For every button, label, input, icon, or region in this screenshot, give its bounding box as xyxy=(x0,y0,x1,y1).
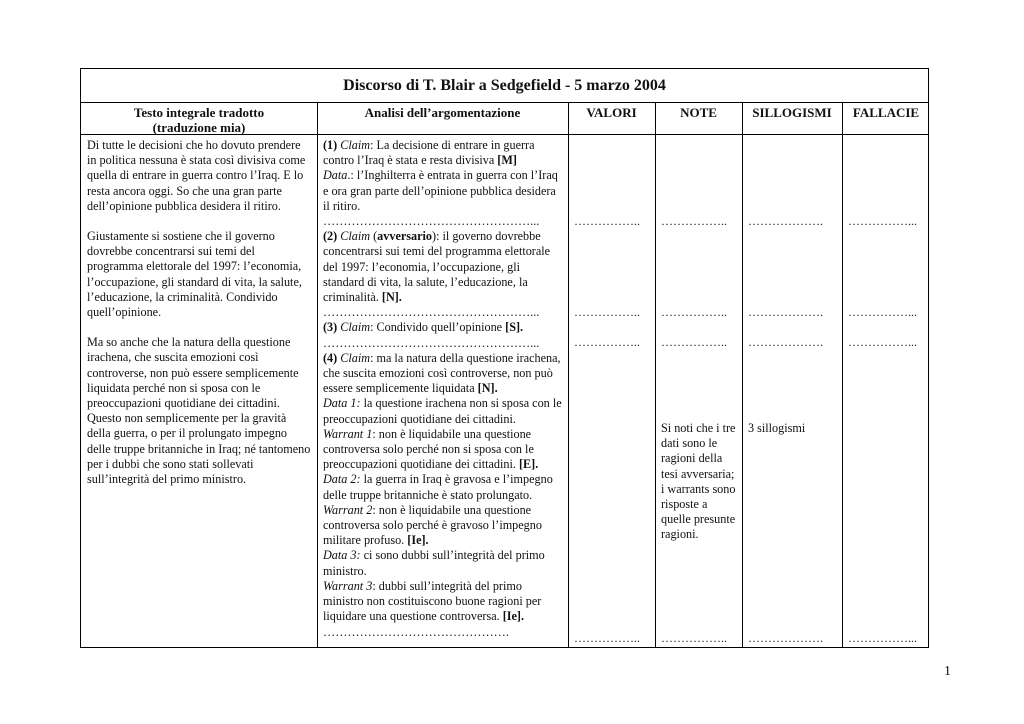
header-fallacie: FALLACIE xyxy=(852,105,920,120)
valori-dots: …………….. xyxy=(574,214,640,228)
header-note: NOTE xyxy=(680,105,717,120)
fallacie-dots: ……………... xyxy=(848,305,917,319)
dotted-separator: ……………………………………………... xyxy=(323,305,540,320)
valori-dots: …………….. xyxy=(574,305,640,319)
dotted-separator: ……………………………………………... xyxy=(323,214,540,229)
table-title: Discorso di T. Blair a Sedgefield - 5 marzo 2004 xyxy=(81,69,928,103)
argument-2: (2) Claim (avversario): il governo dovrebbe concentrarsi sui temi del programma elettorale del 1997: l’economia, l’occupazione, gli standard di vita, la salute, l’educazione, la criminalità. [N]. xyxy=(323,229,551,305)
note-dots: …………….. xyxy=(661,305,727,319)
testo-paragraph: Giustamente si sostiene che il governo dovrebbe concentrarsi sui temi del programma elettorale del 1997: l’economia, l’occupazione, gli standard di vita, la salute, l’educazione, la criminalità. Condivido quell’opinione. xyxy=(87,229,302,320)
analisi-cell xyxy=(323,138,563,640)
sillogismi-text: 3 sillogismi xyxy=(748,421,806,435)
argument-4: (4) Claim: ma la natura della questione irachena, che suscita emozioni così controverse, non può essere semplicemente liquidata [N]. Data 1: la questione irachena non si sposa con le preoccupazioni quotidiane dei cittadini. Warrant 1: non è liquidabile una questione controversa solo perché non si sposa con le preoccupazioni quotidiane dei cittadini. [E]. Data 2: la guerra in Iraq è gravosa e l’impegno delle truppe britanniche è stato prolungato. Warrant 2: non è liquidabile una questione controversa solo perché è gravoso l’impegno militare profuso. [Ie]. Data 3: ci sono dubbi sull’integrità del primo ministro. Warrant 3: dubbi sull’integrità del primo ministro non costituiscono buone ragioni per liquidare una questione controversa. [Ie]. xyxy=(323,350,562,624)
header-sillogismi: SILLOGISMI xyxy=(752,105,832,120)
argument-1: (1) Claim: La decisione di entrare in guerra contro l’Iraq è stata e resta divisiva [M] Data.: l’Inghilterra è entrata in guerra con l’Iraq e ora gran parte dell’opinione pubblica desidera il ritiro. xyxy=(323,138,558,213)
testo-paragraph: Ma so anche che la natura della questione irachena, che suscita emozioni così controverse, non può essere semplicemente liquidata perché non si sposa con le preoccupazioni quotidiane dei cittadini. Questo non semplicemente per la gravità della guerra, o per il prolungato impegno delle truppe britanniche in Iraq; né tantomeno per i dubbi che sono stati sollevati sull’integrità del primo ministro. xyxy=(87,335,311,487)
testo-paragraph: Di tutte le decisioni che ho dovuto prendere in politica nessuna è stata così divisiva come quella di entrare in guerra contro l’Iraq. E lo resta ancora oggi. So che una gran parte dell’opinione pubblica desidera il ritiro. xyxy=(87,138,306,213)
column-divider xyxy=(742,103,743,647)
header-testo-line2: (traduzione mia) xyxy=(152,120,246,135)
header-analisi: Analisi dell’argomentazione xyxy=(364,105,521,120)
fallacie-dots: ……………... xyxy=(848,335,917,349)
column-divider xyxy=(655,103,656,647)
testo-cell xyxy=(87,138,313,487)
header-testo-line1: Testo integrale tradotto xyxy=(133,105,265,120)
fallacie-dots: ……………... xyxy=(848,214,917,228)
dotted-separator: ………………………………………. xyxy=(323,624,509,639)
valori-dots: …………….. xyxy=(574,335,640,349)
column-divider xyxy=(842,103,843,647)
header-testo xyxy=(81,105,317,135)
fallacie-dots: ……………... xyxy=(848,631,917,645)
column-divider xyxy=(568,103,569,647)
sillogismi-dots: ………………. xyxy=(748,631,823,645)
sillogismi-dots: ………………. xyxy=(748,214,823,228)
note-dots: …………….. xyxy=(661,214,727,228)
page-number: 1 xyxy=(944,664,951,679)
valori-dots: …………….. xyxy=(574,631,640,645)
dotted-separator: ……………………………………………... xyxy=(323,335,540,350)
note-text: Si noti che i tre dati sono le ragioni della tesi avversaria; i warrants sono risposte a quelle presunte ragioni. xyxy=(661,421,736,542)
sillogismi-dots: ………………. xyxy=(748,335,823,349)
argument-3: (3) Claim: Condivido quell’opinione [S]. xyxy=(323,320,524,335)
column-divider xyxy=(317,103,318,647)
note-dots: …………….. xyxy=(661,631,727,645)
sillogismi-dots: ………………. xyxy=(748,305,823,319)
note-dots: …………….. xyxy=(661,335,727,349)
header-valori: VALORI xyxy=(586,105,637,120)
argument-table xyxy=(80,68,929,648)
